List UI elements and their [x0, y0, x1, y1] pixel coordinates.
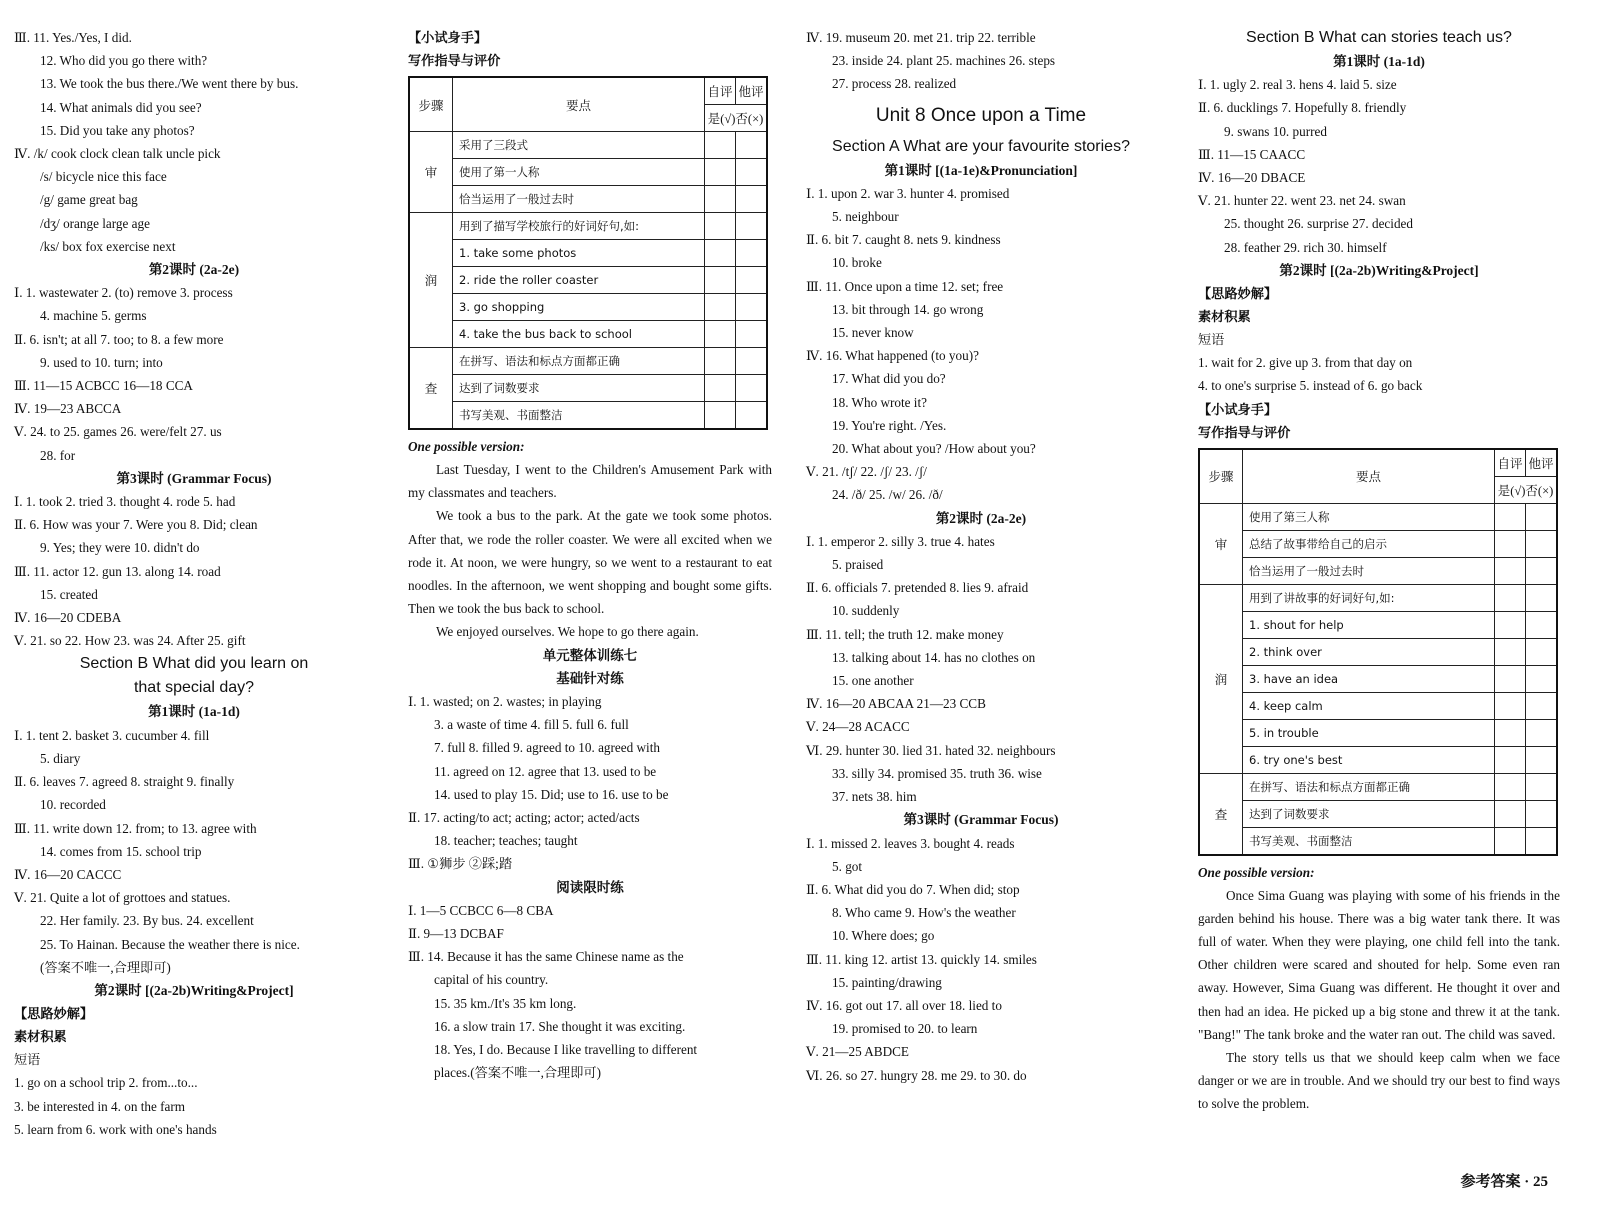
point-cell: 采用了三段式 [453, 132, 705, 159]
answer-line: Ⅲ. 11. Once upon a time 12. set; free [806, 278, 1004, 294]
answer-line: Ⅳ. 16—20 CDEBA [14, 610, 122, 626]
section-heading: Section B What did you learn on [79, 655, 309, 673]
self-check-cell [705, 186, 736, 213]
answer-line: /dʒ/ orange large age [40, 215, 150, 231]
answer-line: 37. nets 38. him [832, 789, 917, 805]
self-eval-header: 自评 [705, 77, 736, 105]
unit-title: Unit 8 Once upon a Time [875, 104, 1087, 126]
column-1 [14, 26, 374, 1141]
lesson-heading: 第2课时 (2a-2e) [148, 262, 240, 278]
self-check-cell [1495, 665, 1526, 692]
evaluation-table [408, 76, 768, 430]
peer-check-cell [1526, 800, 1558, 827]
answer-line: Ⅳ. 16—20 ABCAA 21—23 CCB [806, 696, 986, 712]
tag-heading: 写作指导与评价 [408, 53, 501, 68]
answer-line: 14. used to play 15. Did; use to 16. use to be [434, 786, 669, 802]
answer-line: Ⅰ. 1. took 2. tried 3. thought 4. rode 5. had [14, 494, 236, 510]
point-cell: 书写美观、书面整洁 [453, 402, 705, 430]
peer-check-cell [1526, 611, 1558, 638]
answer-line: 15. created [40, 586, 98, 602]
section-heading: Section B What can stories teach us? [1246, 29, 1512, 46]
answer-line: Ⅴ. 24—28 ACACC [806, 719, 910, 735]
essay-paragraph: We enjoyed ourselves. We hope to go there again. [436, 624, 699, 640]
essay-paragraph: Last Tuesday, I went to the Children's Amusement Park with my classmates and teachers. [408, 462, 772, 501]
lesson-heading: 单元整体训练七 [542, 647, 638, 663]
answer-line: Ⅱ. 6. isn't; at all 7. too; to 8. a few more [14, 331, 224, 347]
self-check-cell [1495, 584, 1526, 611]
self-check-cell [1495, 611, 1526, 638]
point-cell: 恰当运用了一般过去时 [453, 186, 705, 213]
section-heading: Section A What are your favourite stories? [832, 137, 1130, 155]
answer-line: 25. To Hainan. Because the weather there is nice. [40, 936, 300, 952]
answer-line: Ⅰ. 1. tent 2. basket 3. cucumber 4. fill [14, 727, 210, 743]
answer-line: 18. Yes, I do. Because I like travelling to different [434, 1042, 698, 1058]
self-check-cell [1495, 800, 1526, 827]
answer-line: 12. Who did you go there with? [40, 53, 208, 69]
answer-line: 9. Yes; they were 10. didn't do [40, 540, 200, 556]
peer-check-cell [1526, 557, 1558, 584]
self-check-cell [1495, 827, 1526, 855]
point-cell: 在拼写、语法和标点方面都正确 [453, 348, 705, 375]
point-cell: 4. keep calm [1243, 692, 1495, 719]
answer-line: Ⅰ. 1. wastewater 2. (to) remove 3. process [14, 285, 233, 301]
answer-line: 17. What did you do? [832, 371, 946, 387]
answer-line: Ⅲ. 11. write down 12. from; to 13. agree with [14, 820, 257, 836]
answer-line: 33. silly 34. promised 35. truth 36. wise [832, 765, 1042, 781]
answer-line: 7. full 8. filled 9. agreed to 10. agreed with [434, 740, 660, 756]
answer-line: Ⅰ. 1. wasted; on 2. wastes; in playing [408, 694, 602, 710]
answer-line: Ⅲ. 11—15 ACBCC 16—18 CCA [14, 378, 193, 394]
tag-heading: 【小试身手】 [1198, 401, 1278, 417]
answer-line: 4. machine 5. germs [40, 308, 147, 324]
answer-line: Ⅰ. 1. missed 2. leaves 3. bought 4. reads [806, 835, 1015, 851]
answer-line: 15. Did you take any photos? [40, 122, 195, 138]
step-cell: 润 [409, 213, 453, 348]
points-header: 要点 [453, 77, 705, 132]
point-cell: 达到了词数要求 [1243, 800, 1495, 827]
self-check-cell [705, 267, 736, 294]
answer-line: 18. teacher; teaches; taught [434, 833, 578, 849]
answer-line: 1. go on a school trip 2. from...to... [14, 1075, 198, 1091]
tag-heading: 素材积累 [1198, 309, 1251, 325]
column-3 [806, 26, 1156, 1087]
point-cell: 6. try one's best [1243, 746, 1495, 773]
answer-line: 5. got [832, 858, 863, 874]
column-2 [408, 26, 772, 1084]
answer-line: 10. broke [832, 255, 882, 271]
answer-line: 10. suddenly [832, 603, 900, 619]
peer-check-cell [736, 321, 768, 348]
self-check-cell [705, 294, 736, 321]
answer-line: 5. neighbour [832, 209, 899, 225]
peer-check-cell [1526, 827, 1558, 855]
self-check-cell [1495, 773, 1526, 800]
answer-line: Ⅳ. 19—23 ABCCA [14, 401, 122, 417]
self-check-cell [705, 240, 736, 267]
answer-line: Ⅴ. 21. so 22. How 23. was 24. After 25. gift [14, 633, 246, 649]
peer-check-cell [1526, 530, 1558, 557]
point-cell: 用到了描写学校旅行的好词好句,如: [453, 213, 705, 240]
self-check-cell [1495, 692, 1526, 719]
answer-line: 23. inside 24. plant 25. machines 26. steps [832, 53, 1056, 69]
lesson-heading: 第3课时 (Grammar Focus) [116, 470, 272, 486]
point-cell: 书写美观、书面整洁 [1243, 827, 1495, 855]
peer-check-cell [736, 213, 768, 240]
peer-check-cell [1526, 719, 1558, 746]
answer-line: 8. Who came 9. How's the weather [832, 905, 1016, 921]
answer-line: 9. swans 10. purred [1224, 123, 1327, 139]
lesson-heading: 第1课时 (1a-1d) [1333, 54, 1425, 69]
tag-heading: 【小试身手】 [408, 30, 488, 45]
column-4 [1198, 26, 1560, 1116]
answer-line: /s/ bicycle nice this face [40, 169, 167, 185]
peer-check-cell [736, 186, 768, 213]
answer-line: 15. never know [832, 325, 914, 341]
point-cell: 4. take the bus back to school [453, 321, 705, 348]
answer-line: Ⅱ. 6. What did you do 7. When did; stop [806, 881, 1020, 897]
peer-check-cell [1526, 638, 1558, 665]
answer-line: Ⅲ. 11—15 CAACC [1198, 146, 1306, 162]
yes-no-header: 是(√)否(×) [1495, 476, 1558, 503]
answer-line: 19. promised to 20. to learn [832, 1021, 978, 1037]
answer-line: Ⅱ. 6. How was your 7. Were you 8. Did; clean [14, 517, 258, 533]
answer-line: Ⅱ. 6. ducklings 7. Hopefully 8. friendly [1198, 100, 1407, 116]
self-check-cell [1495, 638, 1526, 665]
answer-line: 10. Where does; go [832, 928, 935, 944]
answer-line: Ⅴ. 24. to 25. games 26. were/felt 27. us [14, 424, 222, 440]
answer-line: Ⅳ. 16. got out 17. all over 18. lied to [806, 997, 1002, 1013]
point-cell: 1. take some photos [453, 240, 705, 267]
page-footer: 参考答案 · 25 [1460, 1174, 1548, 1190]
answer-line: 3. a waste of time 4. fill 5. full 6. full [434, 717, 629, 733]
answer-line: 15. painting/drawing [832, 974, 942, 990]
answer-line: 20. What about you? /How about you? [832, 441, 1036, 457]
answer-line: /ks/ box fox exercise next [40, 238, 176, 254]
answer-line: Ⅱ. 17. acting/to act; acting; actor; acted/acts [408, 810, 640, 826]
evaluation-table [1198, 448, 1558, 856]
answer-line: Ⅳ. 16—20 DBACE [1198, 170, 1306, 186]
tag-heading: 【思路妙解】 [1198, 286, 1278, 302]
peer-check-cell [1526, 692, 1558, 719]
peer-check-cell [736, 294, 768, 321]
answer-line: 10. recorded [40, 797, 106, 813]
answer-line: Ⅱ. 6. bit 7. caught 8. nets 9. kindness [806, 232, 1001, 248]
essay-paragraph: The story tells us that we should keep calm when we face danger or we are in trouble. And we should try our best to find ways to solve the problem. [1198, 1050, 1560, 1112]
answer-line: 1. wait for 2. give up 3. from that day on [1198, 355, 1413, 371]
step-cell: 润 [1199, 584, 1243, 773]
answer-line: 13. We took the bus there./We went there by bus. [40, 76, 299, 92]
answer-line: Ⅵ. 26. so 27. hungry 28. me 29. to 30. do [806, 1067, 1027, 1083]
self-check-cell [1495, 719, 1526, 746]
answer-line: 18. Who wrote it? [832, 394, 927, 410]
answer-line: Ⅰ. 1. emperor 2. silly 3. true 4. hates [806, 533, 995, 549]
peer-eval-header: 他评 [736, 77, 768, 105]
peer-check-cell [1526, 665, 1558, 692]
answer-line: 25. thought 26. surprise 27. decided [1224, 216, 1413, 232]
step-cell: 审 [1199, 503, 1243, 584]
answer-line: Ⅳ. 16—20 CACCC [14, 866, 122, 882]
answer-line: Ⅳ. 19. museum 20. met 21. trip 22. terrible [806, 30, 1036, 45]
answer-line: 22. Her family. 23. By bus. 24. excellent [40, 913, 254, 929]
step-header: 步骤 [1199, 449, 1243, 504]
tag-heading: 素材积累 [14, 1029, 67, 1045]
answer-line: 短语 [14, 1052, 41, 1068]
point-cell: 5. in trouble [1243, 719, 1495, 746]
answer-line: Ⅴ. 21. Quite a lot of grottoes and statues. [14, 890, 231, 906]
self-eval-header: 自评 [1495, 449, 1526, 477]
essay-paragraph: Once Sima Guang was playing with some of his friends in the garden behind his house. There was a big water tank there. It was full of water. When they were playing, one child fell into the tank. Other children were scared and shouted for help. Some even ran away. However, Sima Guang was different. He thought it over and then had an idea. He picked up a big stone and threw it at the tank. "Bang!" The tank broke and the water ran out. The child was saved. [1198, 887, 1560, 1042]
answer-line: 15. one another [832, 673, 914, 689]
self-check-cell [705, 321, 736, 348]
answer-line: 16. a slow train 17. She thought it was exciting. [434, 1018, 686, 1034]
peer-check-cell [1526, 503, 1558, 530]
peer-eval-header: 他评 [1526, 449, 1558, 477]
answer-line: 28. for [40, 447, 76, 463]
answer-line: 14. What animals did you see? [40, 99, 202, 115]
point-cell: 3. have an idea [1243, 665, 1495, 692]
answer-line: Ⅵ. 29. hunter 30. lied 31. hated 32. neighbours [806, 742, 1056, 758]
answer-line: 15. 35 km./It's 35 km long. [434, 995, 577, 1011]
peer-check-cell [736, 348, 768, 375]
self-check-cell [1495, 503, 1526, 530]
peer-check-cell [736, 402, 768, 430]
answer-line: Ⅰ. 1. ugly 2. real 3. hens 4. laid 5. size [1198, 77, 1397, 93]
answer-line: Ⅲ. 11. actor 12. gun 13. along 14. road [14, 563, 221, 579]
answer-line: Ⅱ. 6. leaves 7. agreed 8. straight 9. finally [14, 774, 235, 790]
point-cell: 总结了故事带给自己的启示 [1243, 530, 1495, 557]
step-cell: 查 [409, 348, 453, 430]
lesson-heading: 第2课时 [(2a-2b)Writing&Project] [94, 982, 294, 998]
point-cell: 2. ride the roller coaster [453, 267, 705, 294]
answer-line: 3. be interested in 4. on the farm [14, 1098, 186, 1114]
answer-line: Ⅴ. 21. hunter 22. went 23. net 24. swan [1198, 193, 1406, 209]
self-check-cell [705, 132, 736, 159]
answer-line: 27. process 28. realized [832, 76, 957, 92]
point-cell: 3. go shopping [453, 294, 705, 321]
answer-line: 14. comes from 15. school trip [40, 843, 202, 859]
answer-line: 9. used to 10. turn; into [40, 354, 163, 370]
peer-check-cell [1526, 746, 1558, 773]
lesson-heading: 第1课时 [(1a-1e)&Pronunciation] [884, 162, 1078, 178]
answer-line: Ⅴ. 21. /tʃ/ 22. /ʃ/ 23. /ʃ/ [806, 464, 927, 480]
answer-line: Ⅲ. 14. Because it has the same Chinese name as the [408, 949, 684, 965]
answer-line: Ⅱ. 6. officials 7. pretended 8. lies 9. afraid [806, 580, 1029, 596]
lesson-heading: 第2课时 [(2a-2b)Writing&Project] [1279, 262, 1479, 278]
answer-line: Ⅱ. 9—13 DCBAF [408, 926, 504, 942]
peer-check-cell [736, 132, 768, 159]
answer-line: capital of his country. [434, 972, 549, 988]
answer-line: Ⅲ. 11. king 12. artist 13. quickly 14. smiles [806, 951, 1037, 967]
answer-line: Ⅰ. 1. upon 2. war 3. hunter 4. promised [806, 185, 1010, 201]
answer-line: (答案不唯一,合理即可) [40, 959, 171, 975]
answer-line: 短语 [1198, 332, 1225, 348]
self-check-cell [705, 402, 736, 430]
self-check-cell [705, 348, 736, 375]
answer-line: Ⅲ. 11. Yes./Yes, I did. [14, 30, 132, 45]
point-cell: 用到了讲故事的好词好句,如: [1243, 584, 1495, 611]
tag-heading: 【思路妙解】 [14, 1006, 94, 1022]
peer-check-cell [1526, 584, 1558, 611]
answer-line: 13. talking about 14. has no clothes on [832, 649, 1036, 665]
step-cell: 审 [409, 132, 453, 213]
peer-check-cell [1526, 773, 1558, 800]
answer-line: Ⅲ. 11. tell; the truth 12. make money [806, 626, 1004, 642]
point-cell: 使用了第一人称 [453, 159, 705, 186]
self-check-cell [1495, 746, 1526, 773]
answer-line: 5. praised [832, 557, 884, 573]
lesson-heading: 第1课时 (1a-1d) [148, 704, 240, 720]
answer-line: 24. /ð/ 25. /w/ 26. /ð/ [832, 487, 943, 503]
self-check-cell [1495, 530, 1526, 557]
lesson-heading: 阅读限时练 [556, 879, 624, 895]
yes-no-header: 是(√)否(×) [705, 105, 768, 132]
peer-check-cell [736, 375, 768, 402]
answer-line: 5. diary [40, 750, 81, 766]
answer-line: 11. agreed on 12. agree that 13. used to be [434, 763, 657, 779]
version-label: One possible version: [1198, 864, 1315, 880]
version-label: One possible version: [408, 439, 525, 454]
answer-line: Ⅴ. 21—25 ABDCE [806, 1044, 909, 1060]
lesson-heading: 第3课时 (Grammar Focus) [903, 812, 1059, 828]
answer-line: Ⅲ. ①狮步 ②踩;踏 [408, 856, 513, 872]
point-cell: 2. think over [1243, 638, 1495, 665]
self-check-cell [705, 213, 736, 240]
point-cell: 使用了第三人称 [1243, 503, 1495, 530]
self-check-cell [705, 375, 736, 402]
point-cell: 在拼写、语法和标点方面都正确 [1243, 773, 1495, 800]
lesson-heading: 第2课时 (2a-2e) [935, 510, 1027, 526]
essay-paragraph: We took a bus to the park. At the gate we took some photos. After that, we rode the roller coaster. We were all excited when we rode it. At noon, we were hungry, so we went to a restaurant to eat noodles. In the afternoon, we went shopping and bought some gifts. Then we took the bus back to school. [408, 508, 772, 617]
point-cell: 1. shout for help [1243, 611, 1495, 638]
step-cell: 查 [1199, 773, 1243, 855]
lesson-heading: 基础针对练 [556, 670, 624, 686]
answer-line: Ⅳ. /k/ cook clock clean talk uncle pick [14, 146, 221, 162]
self-check-cell [1495, 557, 1526, 584]
peer-check-cell [736, 267, 768, 294]
answer-line: 13. bit through 14. go wrong [832, 301, 984, 317]
answer-line: Ⅳ. 16. What happened (to you)? [806, 348, 979, 364]
peer-check-cell [736, 159, 768, 186]
self-check-cell [705, 159, 736, 186]
point-cell: 恰当运用了一般过去时 [1243, 557, 1495, 584]
answer-line: 19. You're right. /Yes. [832, 417, 947, 433]
answer-line: 4. to one's surprise 5. instead of 6. go back [1198, 378, 1423, 394]
answer-line: Ⅰ. 1—5 CCBCC 6—8 CBA [408, 902, 554, 918]
peer-check-cell [736, 240, 768, 267]
step-header: 步骤 [409, 77, 453, 132]
section-heading: that special day? [133, 679, 255, 697]
tag-heading: 写作指导与评价 [1198, 424, 1291, 440]
answer-line: /g/ game great bag [40, 192, 138, 208]
points-header: 要点 [1243, 449, 1495, 504]
answer-line: 5. learn from 6. work with one's hands [14, 1121, 217, 1137]
answer-line: places.(答案不唯一,合理即可) [434, 1065, 602, 1081]
answer-line: 28. feather 29. rich 30. himself [1224, 239, 1387, 255]
point-cell: 达到了词数要求 [453, 375, 705, 402]
